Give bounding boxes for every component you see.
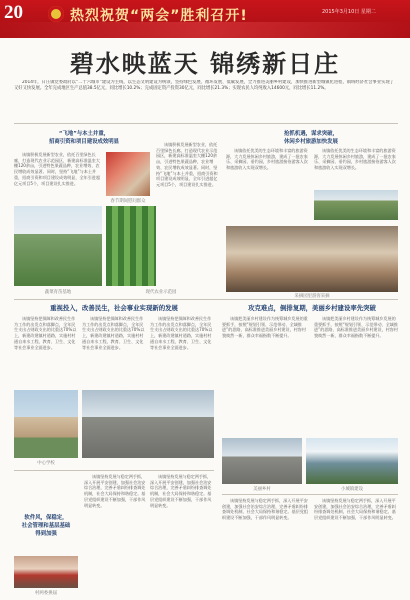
section-heading-beautiful-village: 攻克难点，倒排复期，美丽乡村建设率先突破 [248, 304, 376, 312]
farm-photo-caption: 现代农业示范园 [145, 290, 177, 295]
section-body-governance-2: 该镇坚持发展与稳定两手抓，深入开展平安创建，加强社会治安综合治理，完善矛盾纠纷排查调处机制，社会大局保持和谐稳定。基层党组织建设不断加强，干部作风明显转变。 [150, 474, 212, 508]
divider [14, 470, 214, 471]
divider [14, 123, 398, 124]
divider [222, 494, 398, 495]
village-road-photo [82, 390, 214, 458]
school-photo [14, 390, 78, 458]
section-body-beautiful-village: 该镇把美丽乡村建设作为统筹城乡发展的重要抓手，按照“规划引领、示范带动、全域推进”的思路，高标准推进美丽乡村建设，村容村貌焕然一新，群众幸福指数不断提升。 [222, 316, 308, 339]
section-body-investment: 该镇积极发展新型农业，依托百里绿色长廊，打造现代农业示范园区，新建高标准温室大棚120余亩，引进特色果蔬品种，农业增效、农民增收成效显著。同时，坚持“飞地”与本土并重，招商引资和项目建设成效明显，全年引进超亿元项目5个，项目建设扎实推进。 [14, 152, 100, 186]
section-body-governance: 该镇坚持发展与稳定两手抓，深入开展平安创建，加强社会治安综合治理，完善矛盾纠纷排查调处机制，社会大局保持和谐稳定。基层党组织建设不断加强，干部作风明显转变。 [84, 474, 146, 508]
section-body-livelihood: 该镇坚持把保障和改善民生作为工作的出发点和落脚点，全年民生支出占财政支出的比重达70%以上，新建改建镇村道路，实施村村通自来水工程，教育、卫生、文化等社会事业全面进步。 [14, 316, 77, 350]
greenhouse-photo-caption: 蔬菜育苗基地 [44, 290, 72, 295]
section-heading-investment: “飞地”与本土并重， 招商引资和项目建设成效明显 [48, 131, 120, 145]
national-emblem-icon [48, 6, 64, 22]
section-heading-tourism: 抢抓机遇，谋求突破， 休闲乡村旅游加快发展 [284, 131, 338, 145]
committee-photo [14, 556, 78, 588]
river-photo [306, 438, 398, 484]
section-body-tourism-cont: 该镇依托优美的生态环境和丰富的旅游资源，大力发展休闲乡村旅游，建成了一批农家乐、采摘园、垂钓园，乡村旅游接待游客人次和旅游收入实现双增长。 [314, 148, 396, 171]
section-body-investment-cont: 该镇积极发展新型农业，依托百里绿色长廊，打造现代农业示范园区，新建高标准温室大棚120余亩，引进特色果蔬品种，农业增效、农民增收成效显著。同时，坚持“飞地”与本土并重，招商引资和项目建设成效明显，全年引进超亿元项目5个，项目建设扎实推进。 [156, 142, 218, 187]
section-body-livelihood-3: 该镇坚持把保障和改善民生作为工作的出发点和落脚点，全年民生支出占财政支出的比重达70%以上，新建改建镇村道路，实施村村通自来水工程，教育、卫生、文化等社会事业全面进步。 [150, 316, 213, 350]
river-photo-caption: 小城镇建设 [341, 487, 363, 492]
school-photo-caption: 中心学校 [37, 461, 55, 466]
picking-photo-caption: 采摘园里游客采摘 [294, 294, 330, 299]
section-body-governance-3: 该镇坚持发展与稳定两手抓，深入开展平安创建，加强社会治安综合治理，完善矛盾纠纷排查调处机制，社会大局保持和谐稳定。基层党组织建设不断加强，干部作风明显转变。 [222, 498, 308, 521]
visit-photo-caption: 春节期间慰问群众 [110, 199, 146, 204]
main-headline: 碧水映蓝天 锦绣新日庄 [69, 49, 341, 78]
tourism-small-photo [314, 190, 398, 220]
visit-photo [106, 152, 150, 196]
section-body-governance-4: 该镇坚持发展与稳定两手抓，深入开展平安创建，加强社会治安综合治理，完善矛盾纠纷排查调处机制，社会大局保持和谐稳定。基层党组织建设不断加强，干部作风明显转变。 [314, 498, 396, 521]
greenhouse-photo [14, 206, 102, 286]
intro-paragraph: 2014年，日庄镇党委政府以“二十六城市”建设为主线，以生态文明建设为统领，坚持绿色发展、循环发展、低碳发展，全力推进美丽乡村建设，加快推进新型城镇化进程，镇域经济社会事业实现了又好又快发展。全年完成地区生产总值38.5亿元，同比增长10.2%；完成固定资产投资30亿元，同比增长21.3%；实现农民人均纯收入14600元，同比增长11.2%。 [14, 80, 395, 91]
section-body-livelihood-2: 该镇坚持把保障和改善民生作为工作的出发点和落脚点，全年民生支出占财政支出的比重达70%以上，新建改建镇村道路，实施村村通自来水工程，教育、卫生、文化等社会事业全面进步。 [82, 316, 145, 350]
truck-photo [222, 438, 302, 484]
header-title: 热烈祝贺“两会”胜利召开! [70, 8, 248, 24]
section-heading-livelihood: 重视投入，改善民生，社会事业实现新的发展 [50, 304, 178, 312]
header-date: 2015年3月10日 星期二 [322, 9, 376, 15]
section-heading-governance: 软件风，保稳定， 社会管理和基层基础 得到加强 [21, 515, 71, 537]
truck-photo-caption: 美丽乡村 [253, 487, 271, 492]
farm-photo [106, 206, 156, 286]
page-number: 20 [4, 2, 23, 23]
section-body-tourism: 该镇依托优美的生态环境和丰富的旅游资源，大力发展休闲乡村旅游，建成了一批农家乐、采摘园、垂钓园，乡村旅游接待游客人次和旅游收入实现双增长。 [226, 148, 308, 171]
section-body-beautiful-village-2: 该镇把美丽乡村建设作为统筹城乡发展的重要抓手，按照“规划引领、示范带动、全域推进”的思路，高标准推进美丽乡村建设，村容村貌焕然一新，群众幸福指数不断提升。 [314, 316, 398, 339]
committee-photo-caption: 村两委换届 [35, 591, 57, 596]
picking-garden-photo [226, 226, 398, 292]
divider [14, 299, 398, 300]
